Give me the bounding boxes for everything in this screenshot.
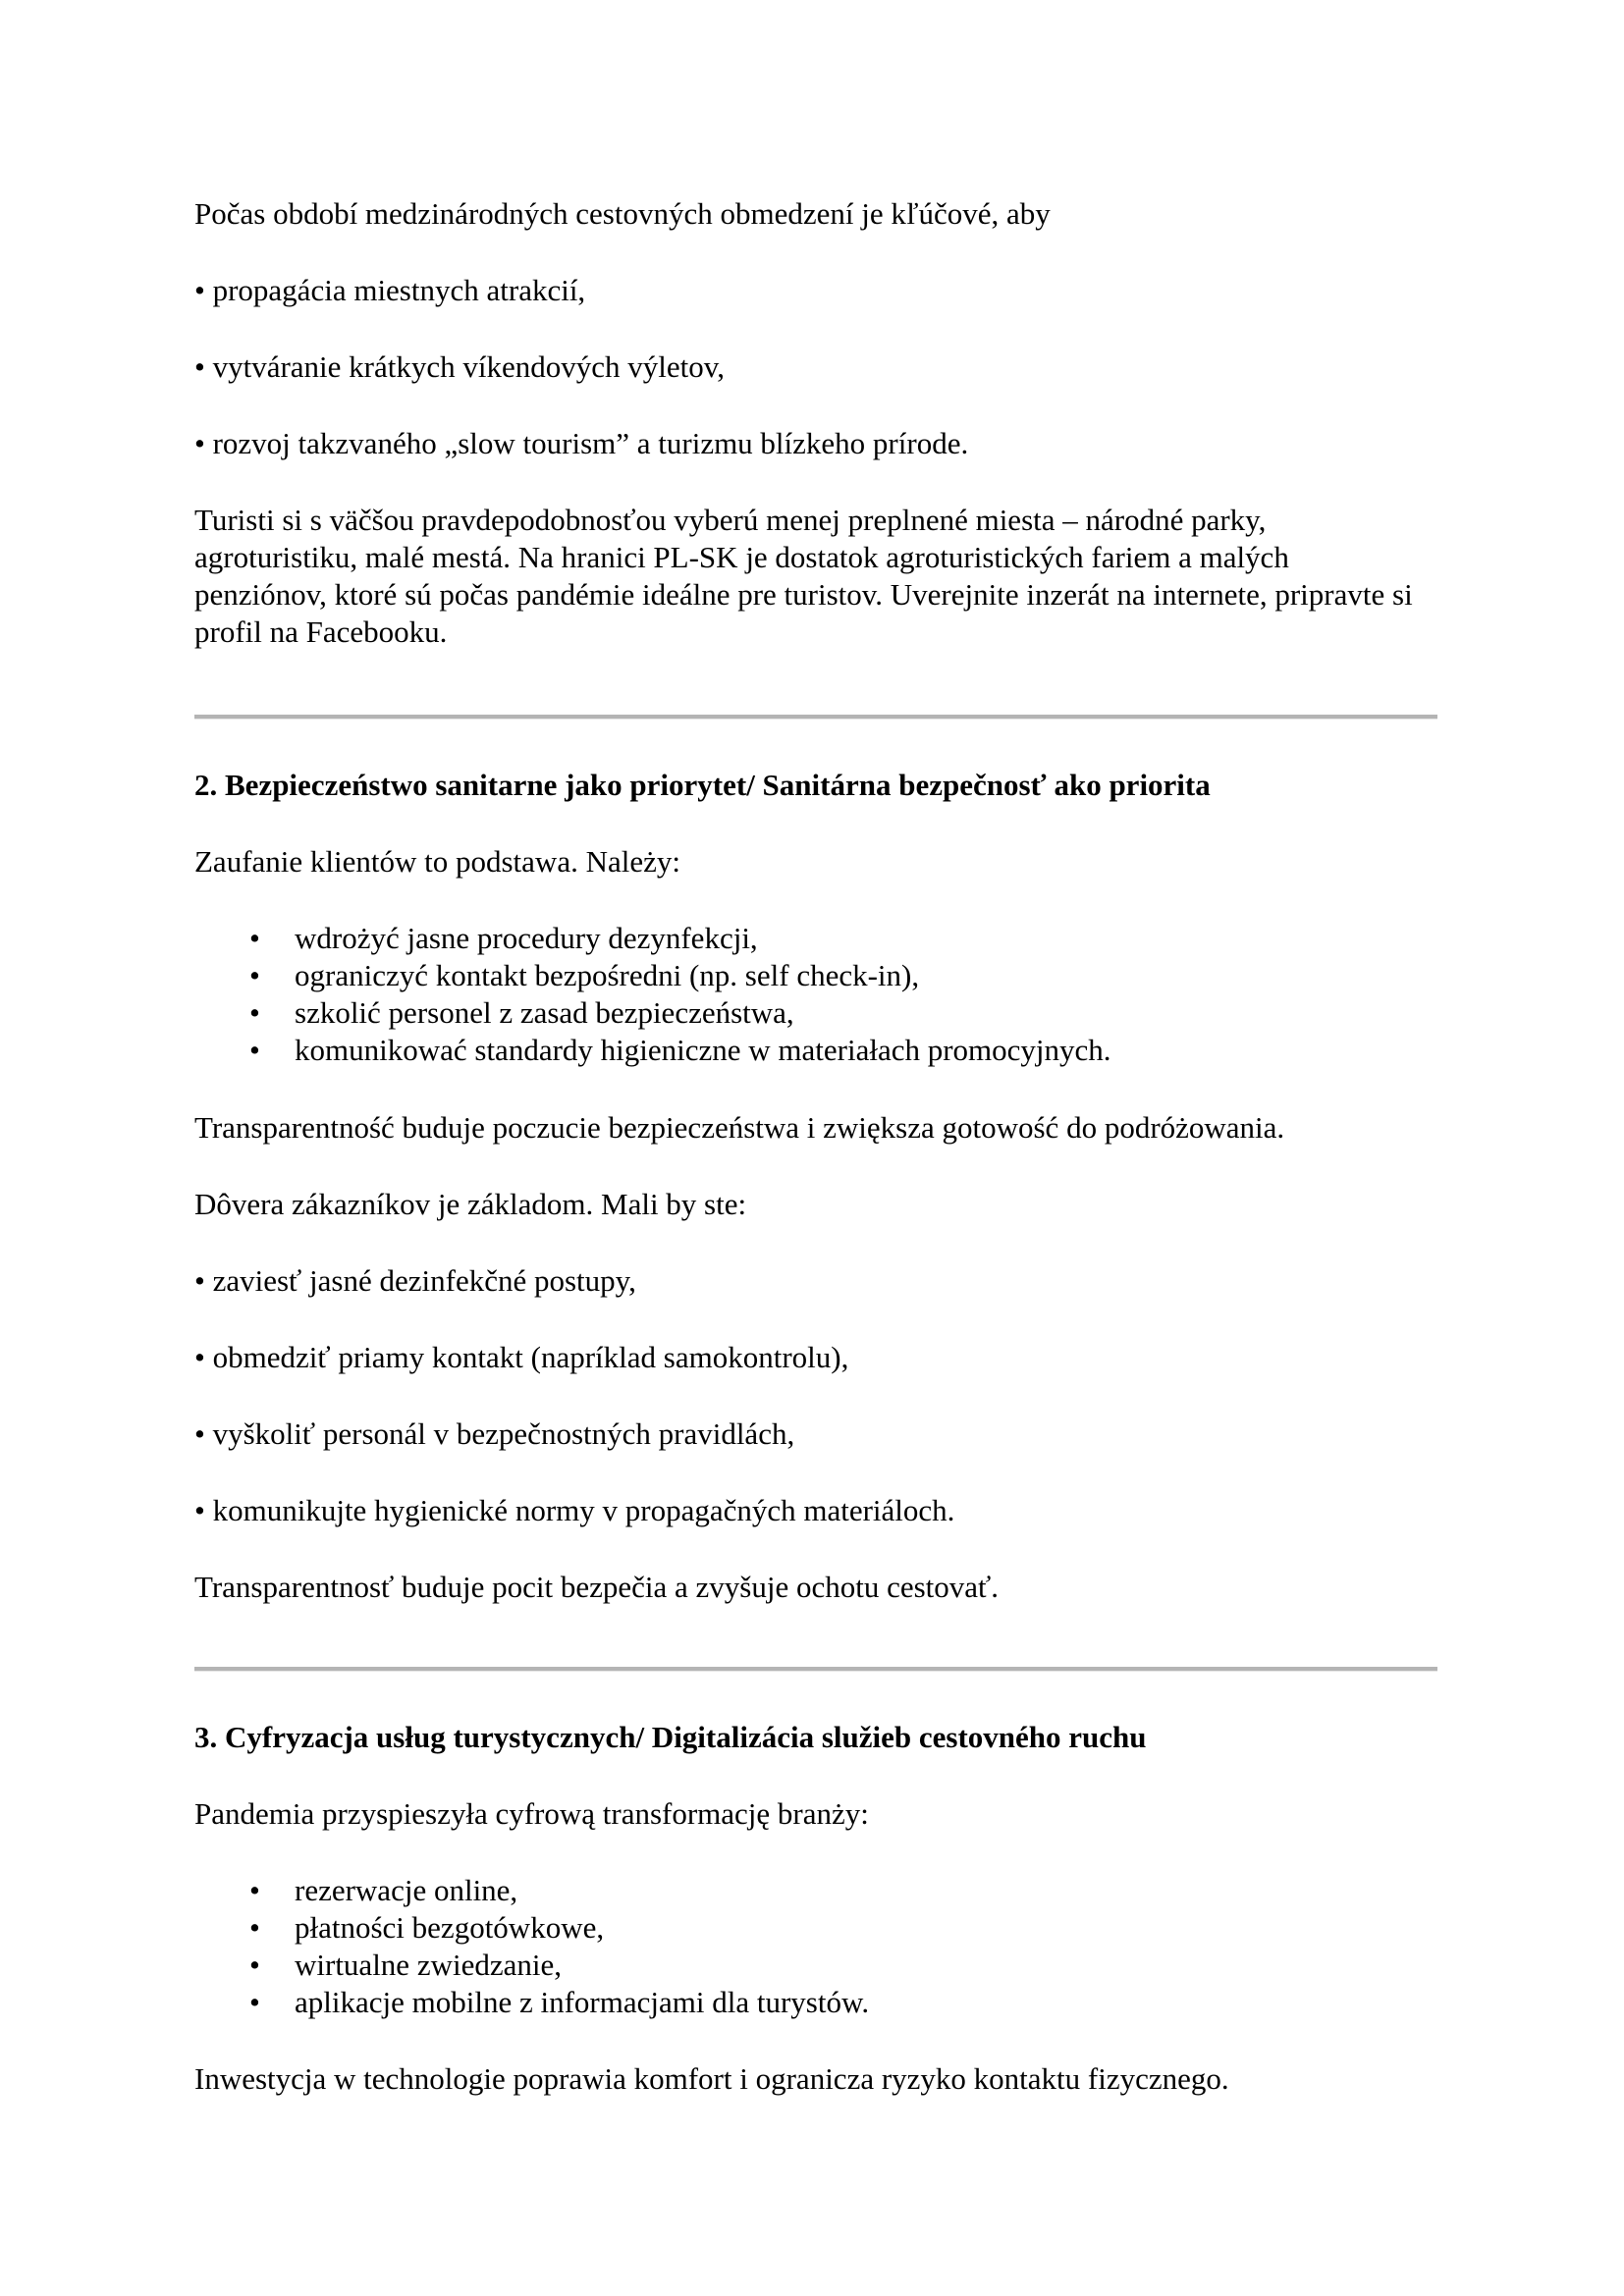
intro-bullet: • propagácia miestnych atrakcií, <box>194 273 586 307</box>
section-2-sk-conclusion: Transparentnosť buduje pocit bezpečia a zvyšuje ochotu cestovať. <box>194 1570 1000 1604</box>
bullet-icon: • <box>249 995 260 1030</box>
section-2-pl-lead: Zaufanie klientów to podstawa. Należy: <box>194 844 680 879</box>
intro-bullet: • vytváranie krátkych víkendových výletov, <box>194 349 725 384</box>
list-item: • wirtualne zwiedzanie, <box>249 1948 562 1982</box>
section-3-heading: 3. Cyfryzacja usług turystycznych/ Digitalizácia služieb cestovného ruchu <box>194 1720 1147 1754</box>
section-2-sk-bullet: • komunikujte hygienické normy v propagačných materiáloch. <box>194 1493 955 1527</box>
section-divider <box>194 715 1437 720</box>
list-item: • płatności bezgotówkowe, <box>249 1910 605 1945</box>
bullet-icon: • <box>249 1910 260 1945</box>
section-2-sk-bullet: • zaviesť jasné dezinfekčné postupy, <box>194 1263 636 1298</box>
list-item: • komunikować standardy higieniczne w materiałach promocyjnych. <box>249 1033 1111 1067</box>
section-2-sk-bullet: • vyškoliť personál v bezpečnostných pravidlách, <box>194 1416 795 1451</box>
bullet-icon: • <box>249 1033 260 1067</box>
bullet-icon: • <box>249 921 260 955</box>
list-item: • rezerwacje online, <box>249 1873 518 1907</box>
intro-bullet: • rozvoj takzvaného „slow tourism” a turizmu blízkeho prírode. <box>194 426 969 460</box>
section-2-pl-conclusion: Transparentność buduje poczucie bezpieczeństwa i zwiększa gotowość do podróżowania. <box>194 1110 1285 1145</box>
list-item: • aplikacje mobilne z informacjami dla turystów. <box>249 1985 870 2019</box>
section-2-heading: 2. Bezpieczeństwo sanitarne jako priorytet/ Sanitárna bezpečnosť ako priorita <box>194 768 1211 802</box>
section-2-sk-bullet: • obmedziť priamy kontakt (napríklad samokontrolu), <box>194 1340 849 1374</box>
section-3-conclusion: Inwestycja w technologie poprawia komfort i ogranicza ryzyko kontaktu fizycznego. <box>194 2061 1229 2096</box>
section-3-lead: Pandemia przyspieszyła cyfrową transformację branży: <box>194 1796 869 1831</box>
section-2-sk-lead: Dôvera zákazníkov je základom. Mali by ste: <box>194 1187 747 1221</box>
bullet-icon: • <box>249 958 260 992</box>
section-3-list <box>194 1872 869 2021</box>
bullet-icon: • <box>249 1873 260 1907</box>
section-2-pl-list <box>194 920 1111 1069</box>
intro-lead: Počas období medzinárodných cestovných obmedzení je kľúčové, aby <box>194 196 1051 231</box>
intro-paragraph: Turisti si s väčšou pravdepodobnosťou vyberú menej preplnené miesta – národné parky, agroturistiku, malé mestá. Na hranici PL-SK je dostatok agroturistických fariem a malých penziónov, ktoré sú počas pandémie ideálne pre turistov. Uverejnite inzerát na internete, pripravte si profil na Facebooku. <box>194 503 1413 649</box>
bullet-icon: • <box>249 1948 260 1982</box>
list-item: • szkolić personel z zasad bezpieczeństwa, <box>249 995 794 1030</box>
section-divider <box>194 1667 1437 1672</box>
list-item: • ograniczyć kontakt bezpośredni (np. self check-in), <box>249 958 920 992</box>
list-item: • wdrożyć jasne procedury dezynfekcji, <box>249 921 758 955</box>
bullet-icon: • <box>249 1985 260 2019</box>
